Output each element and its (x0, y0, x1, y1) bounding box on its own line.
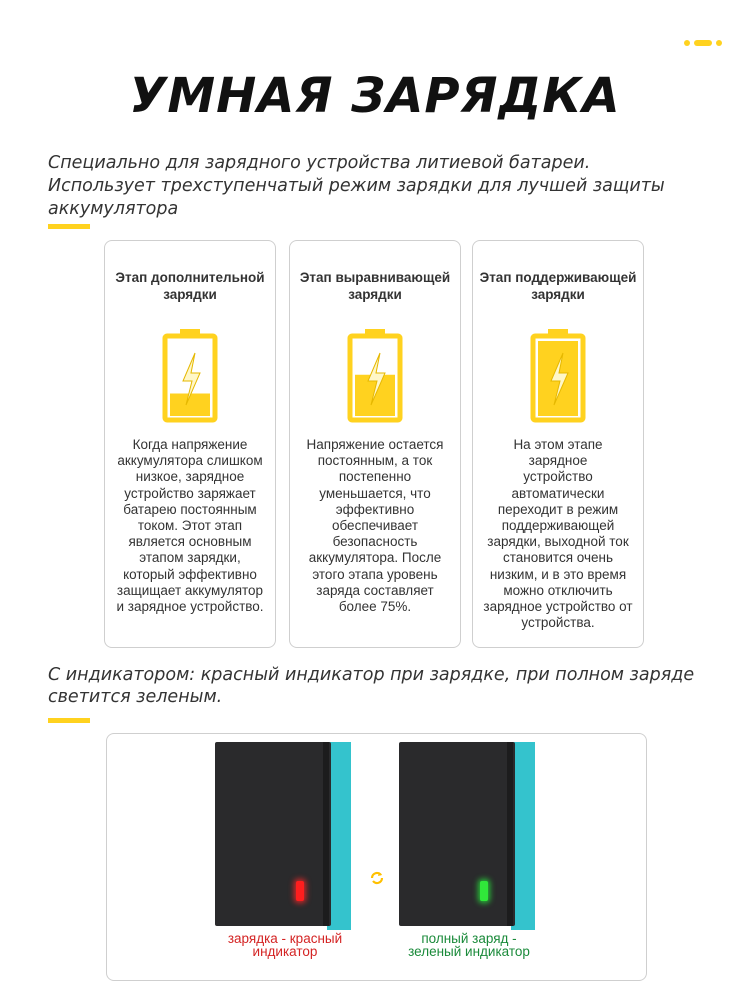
stage-title-line: зарядки (348, 287, 402, 302)
charging-caption (215, 930, 355, 960)
stage-title (296, 269, 454, 303)
battery-full-charging-icon (530, 327, 586, 423)
charger-full (399, 742, 535, 926)
caption-line: полный заряд - (421, 931, 517, 946)
stage-description: На этом этапе зарядное устройство автоматически переходит в режим поддерживающей зарядки, выходной ток становится очень низким, и в это время можно отключить зарядное устройство от устройства. (483, 437, 633, 631)
stage-card-absorption (289, 240, 461, 648)
stage-description: Когда напряжение аккумулятора слишком низкое, зарядное устройство заряжает батарею постоянным током. Этот этап является основным этапом зарядки, который эффективно защищает аккумулятор и зарядное устройство. (116, 437, 264, 615)
stage-description: Напряжение остается постоянным, а ток постепенно уменьшается, что эффективно обеспечивает безопасность аккумулятора. После этого этапа уровень заряда составляет более 75%. (306, 437, 444, 615)
stage-title (111, 269, 269, 303)
indicator-text (48, 664, 710, 708)
stage-card-bulk (104, 240, 276, 648)
stage-card-float (472, 240, 644, 648)
charger-photo (106, 733, 647, 981)
charger-charging (215, 742, 351, 926)
charging-stages (104, 240, 646, 648)
stage-title-line: Этап выравнивающей (299, 270, 451, 285)
accent-divider (48, 224, 90, 229)
stage-title-line: Этап дополнительной (115, 270, 265, 285)
accent-divider (48, 718, 90, 723)
intro-line-1: Специально для зарядного устройства литиевой батареи. (48, 153, 591, 173)
indicator-line-1: С индикатором: красный индикатор при зарядке, при полном заряде (48, 665, 695, 685)
green-led-indicator (480, 881, 488, 901)
stage-title-line: зарядки (531, 287, 585, 302)
decorative-dots (684, 40, 722, 46)
intro-line-3: аккумулятора (48, 199, 179, 219)
intro-text (48, 152, 710, 221)
stage-title (479, 269, 637, 303)
stage-title-line: зарядки (163, 287, 217, 302)
caption-line: зеленый индикатор (408, 944, 530, 959)
red-led-indicator (296, 881, 304, 901)
full-charge-caption (399, 930, 539, 960)
caption-line: зарядка - красный (227, 931, 343, 946)
indicator-line-2: светится зеленым. (48, 687, 223, 707)
caption-line: индикатор (252, 944, 318, 959)
page-title: УМНАЯ ЗАРЯДКА (129, 68, 621, 124)
intro-line-2: Использует трехступенчатый режим зарядки для лучшей защиты (48, 176, 665, 196)
battery-medium-charging-icon (347, 327, 403, 423)
cycle-arrow-icon (369, 870, 385, 886)
stage-title-line: Этап поддерживающей (479, 270, 637, 285)
battery-low-charging-icon (162, 327, 218, 423)
